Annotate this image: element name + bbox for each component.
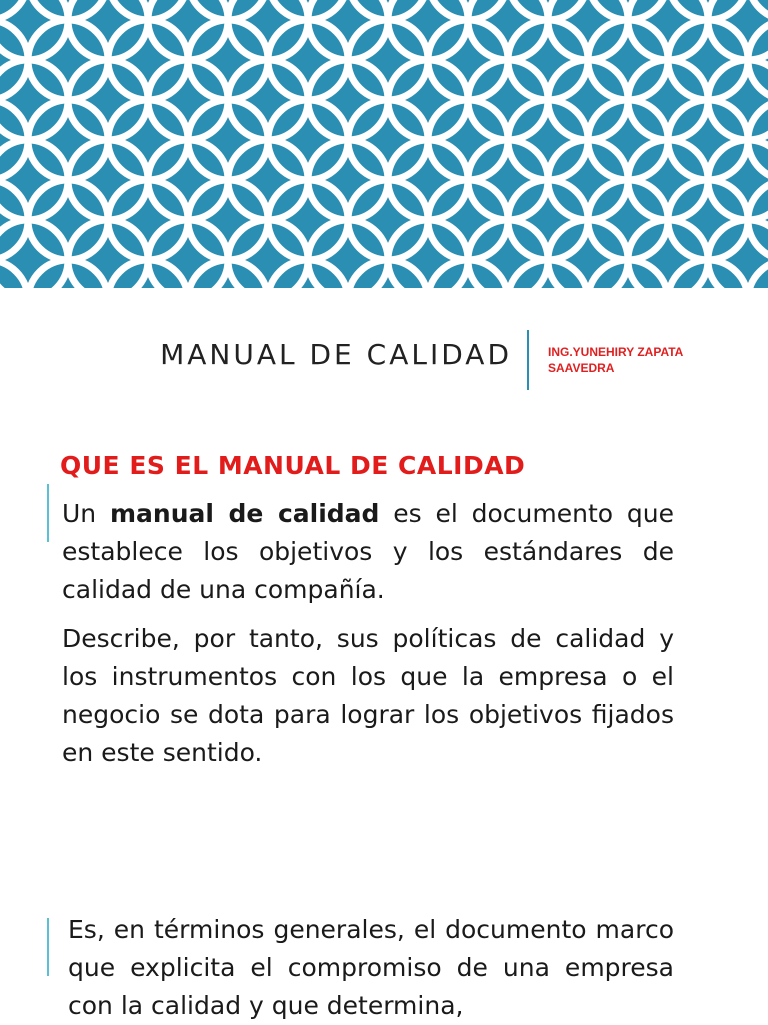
decorative-pattern-banner <box>0 0 768 288</box>
title-row <box>0 288 768 398</box>
slide-title: MANUAL DE CALIDAD <box>160 338 512 371</box>
paragraph-2: Describe, por tanto, sus políticas de calidad y los instrumentos con los que la empresa o el negocio se dota para lograr los objetivos fijados en este sentido. <box>62 624 674 767</box>
paragraph-1-rest: es el documento que establece los objetivos y los estándares de calidad de una compañía. <box>62 499 674 604</box>
accent-bar-2 <box>47 918 49 976</box>
paragraph-1 <box>62 495 674 609</box>
paragraph-1-bold: manual de calidad <box>109 499 380 528</box>
paragraph-1-prefix: Un <box>62 499 97 528</box>
author-name: ING.YUNEHIRY ZAPATA SAAVEDRA <box>548 345 683 375</box>
paragraph-3: Es, en términos generales, el documento marco que explicita el compromiso de una empresa con la calidad y que determina, <box>68 915 674 1020</box>
title-divider <box>527 330 529 390</box>
section-heading: QUE ES EL MANUAL DE CALIDAD <box>60 451 526 480</box>
accent-bar-1 <box>47 484 49 542</box>
